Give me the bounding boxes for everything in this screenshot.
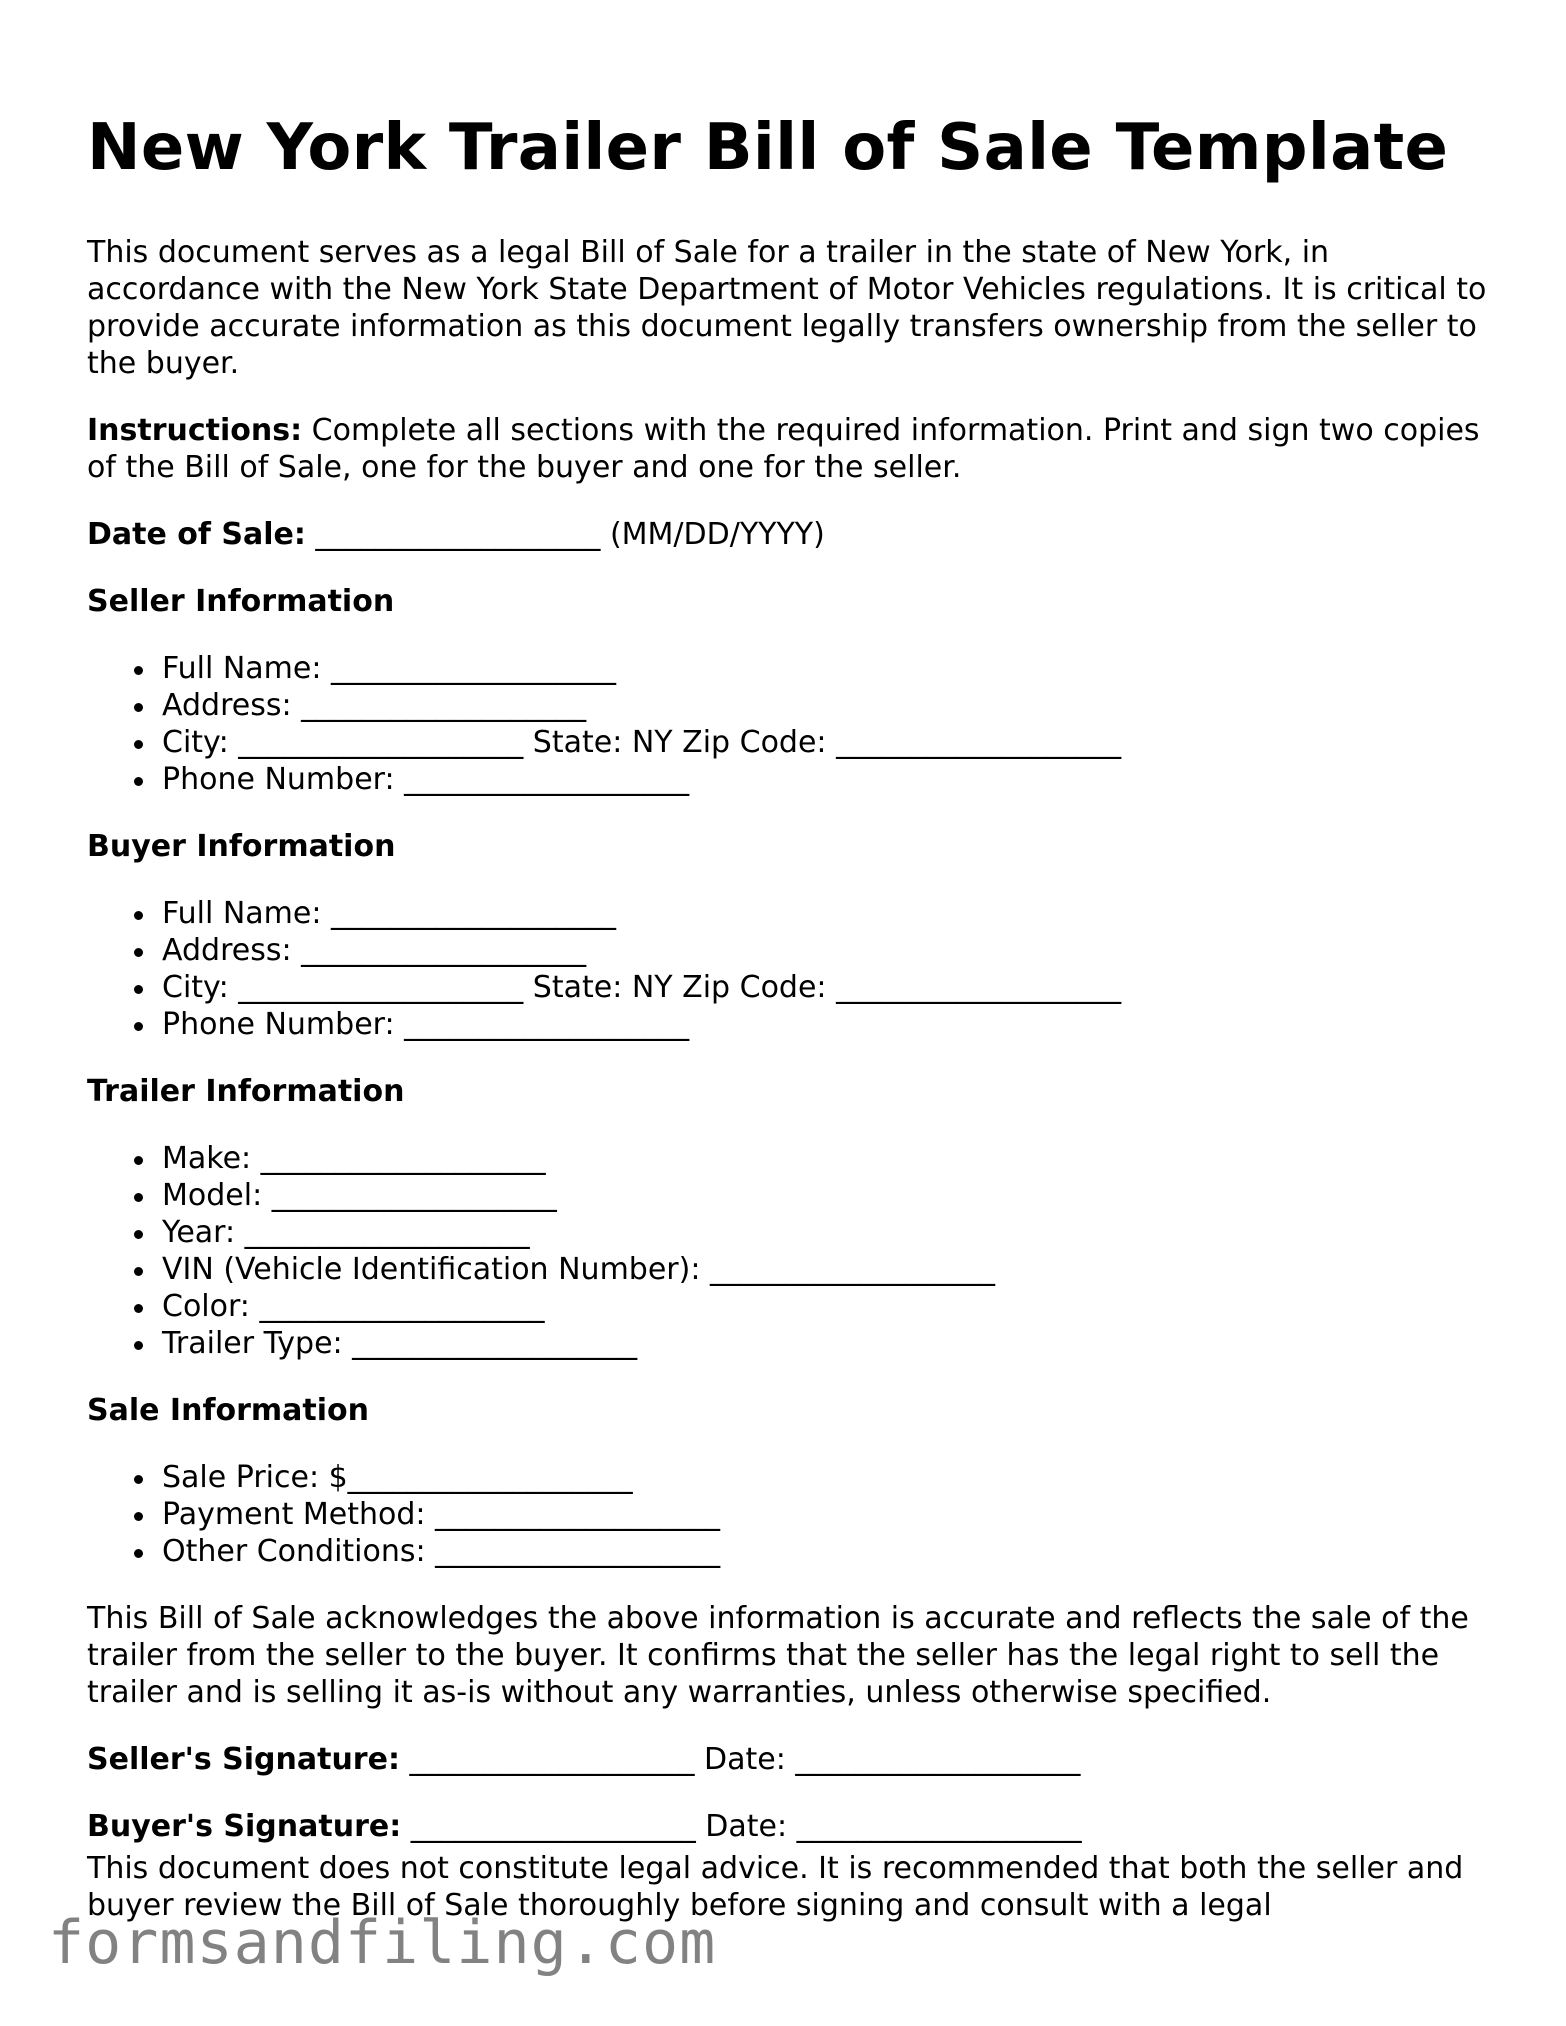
buyer-signature-field[interactable]: ___________________ Date: ___________________ xyxy=(401,1809,1082,1844)
sale-list xyxy=(87,1459,1487,1570)
seller-city-state-zip-field[interactable]: City: ___________________ State: NY Zip Code: ___________________ xyxy=(162,724,1487,761)
trailer-section-heading: Trailer Information xyxy=(87,1074,405,1109)
date-of-sale-line xyxy=(87,516,1487,553)
buyer-address-field[interactable]: Address: ___________________ xyxy=(162,932,1487,969)
payment-method-field[interactable]: Payment Method: ___________________ xyxy=(162,1496,1487,1533)
buyer-signature-label: Buyer's Signature: xyxy=(87,1809,402,1844)
buyer-full-name-field[interactable]: Full Name: ___________________ xyxy=(162,895,1487,932)
seller-address-field[interactable]: Address: ___________________ xyxy=(162,687,1487,724)
seller-section-heading: Seller Information xyxy=(87,584,395,619)
trailer-year-field[interactable]: Year: ___________________ xyxy=(162,1214,1487,1251)
buyer-phone-field[interactable]: Phone Number: ___________________ xyxy=(162,1006,1487,1043)
trailer-model-field[interactable]: Model: ___________________ xyxy=(162,1177,1487,1214)
disclaimer-paragraph: This document does not constitute legal advice. It is recommended that both the seller and buyer review the Bill of Sale thoroughly before signing and consult with a legal xyxy=(87,1851,1464,1923)
buyer-city-state-zip-field[interactable]: City: ___________________ State: NY Zip Code: ___________________ xyxy=(162,969,1487,1006)
trailer-vin-field[interactable]: VIN (Vehicle Identification Number): ___________________ xyxy=(162,1251,1487,1288)
seller-signature-field[interactable]: ___________________ Date: ___________________ xyxy=(399,1742,1081,1777)
trailer-type-field[interactable]: Trailer Type: ___________________ xyxy=(162,1325,1487,1362)
document-page xyxy=(87,108,1487,1875)
trailer-color-field[interactable]: Color: ___________________ xyxy=(162,1288,1487,1325)
seller-signature-line xyxy=(87,1741,1487,1778)
instructions-paragraph xyxy=(87,412,1487,486)
page-title: New York Trailer Bill of Sale Template xyxy=(87,111,1449,185)
buyer-section-heading: Buyer Information xyxy=(87,829,396,864)
seller-signature-label: Seller's Signature: xyxy=(87,1742,400,1777)
seller-phone-field[interactable]: Phone Number: ___________________ xyxy=(162,761,1487,798)
buyer-list xyxy=(87,895,1487,1043)
watermark: formsandfiling.com xyxy=(48,1908,717,1978)
instructions-text: Complete all sections with the required information. Print and sign two copies of the Bill of Sale, one for the buyer and one for the seller. xyxy=(87,413,1480,485)
date-of-sale-label: Date of Sale: xyxy=(87,517,306,552)
acknowledgement-paragraph: This Bill of Sale acknowledges the above information is accurate and reflects the sale of the trailer from the seller to the buyer. It confirms that the seller has the legal right to sell the trailer and is selling it as-is without any warranties, unless otherwise specified. xyxy=(87,1601,1469,1710)
intro-paragraph: This document serves as a legal Bill of Sale for a trailer in the state of New York, in accordance with the New York State Department of Motor Vehicles regulations. It is critical to provide accurate information as this document legally transfers ownership from the seller to the buyer. xyxy=(87,235,1487,381)
trailer-make-field[interactable]: Make: ___________________ xyxy=(162,1140,1487,1177)
other-conditions-field[interactable]: Other Conditions: ___________________ xyxy=(162,1533,1487,1570)
buyer-signature-line xyxy=(87,1808,1487,1845)
sale-section-heading: Sale Information xyxy=(87,1393,369,1428)
instructions-label: Instructions: xyxy=(87,413,303,448)
date-of-sale-field[interactable]: ___________________ (MM/DD/YYYY) xyxy=(305,517,825,552)
sale-price-field[interactable]: Sale Price: $___________________ xyxy=(162,1459,1487,1496)
seller-full-name-field[interactable]: Full Name: ___________________ xyxy=(162,650,1487,687)
seller-list xyxy=(87,650,1487,798)
trailer-list xyxy=(87,1140,1487,1362)
